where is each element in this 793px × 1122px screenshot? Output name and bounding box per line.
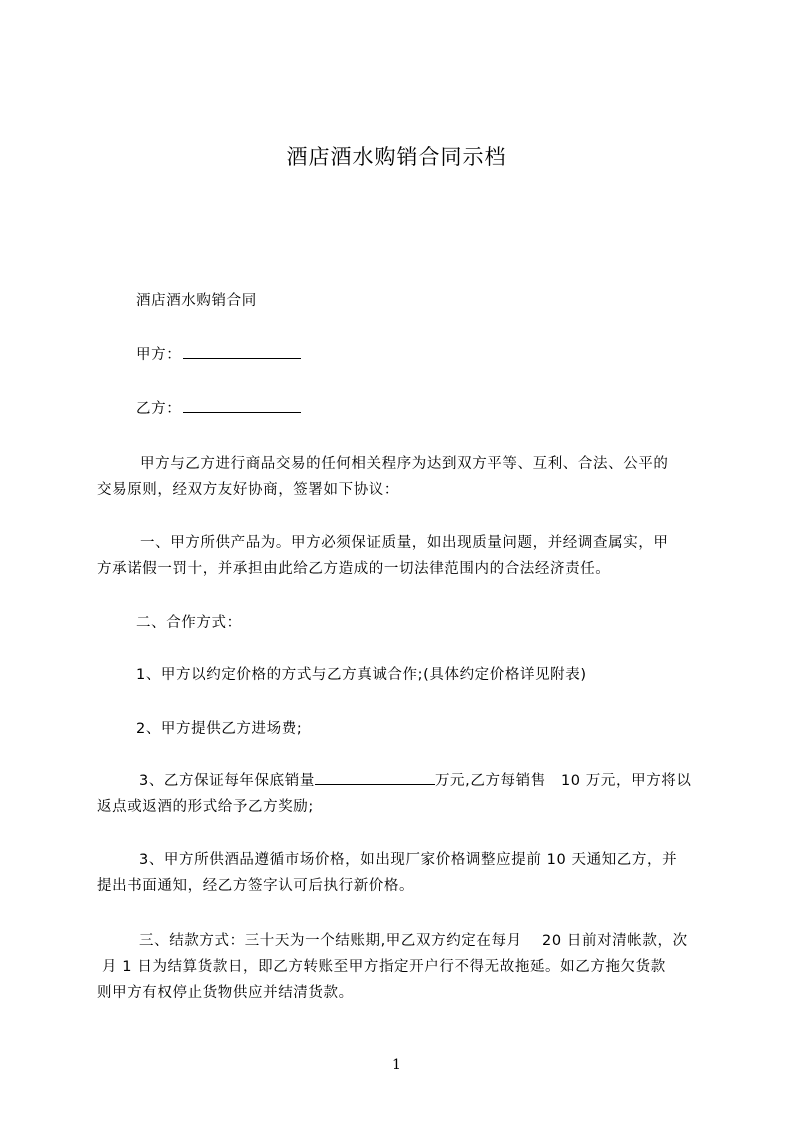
clause-1-line-2: 方承诺假一罚十，并承担由此给乙方造成的一切法律范围内的合法经济责任。 bbox=[97, 561, 611, 577]
clause-2-item-4-line-1: 3、甲方所供酒品遵循市场价格，如出现厂家价格调整应提前 10 天通知乙方，并 bbox=[139, 852, 678, 868]
party-a-field bbox=[136, 342, 744, 368]
intro-line-2: 交易原则，经双方友好协商，签署如下协议： bbox=[97, 482, 399, 498]
clause-2-item-4 bbox=[97, 847, 705, 899]
intro-line-1: 甲方与乙方进行商品交易的任何相关程序为达到双方平等、互利、合法、公平的 bbox=[140, 456, 669, 472]
clause-2-item-2: 2、甲方提供乙方进场费; bbox=[136, 721, 303, 737]
clause-1-line-1: 一、甲方所供产品为。甲方必须保证质量，如出现质量问题，并经调查属实，甲 bbox=[140, 535, 669, 551]
document-title: 酒店酒水购销合同示档 bbox=[286, 145, 507, 169]
clause-3 bbox=[97, 928, 705, 1006]
clause-2-item-3-line-1 bbox=[97, 768, 705, 794]
clause-1 bbox=[97, 530, 705, 582]
contract-heading: 酒店酒水购销合同 bbox=[136, 293, 257, 309]
clause-2-item-3-part-1: 3、乙方保证每年保底销量 bbox=[139, 773, 315, 789]
page-number: 1 bbox=[392, 1057, 401, 1073]
clause-3-line-2: 月 1 日为结算货款日，即乙方转账至甲方指定开户行不得无故拖延。如乙方拖欠货款 bbox=[102, 959, 666, 975]
party-b-blank bbox=[183, 398, 301, 413]
party-b-label: 乙方： bbox=[136, 401, 182, 417]
clause-2-item-3-part-2: 万元,乙方每销售 10 万元，甲方将以 bbox=[434, 773, 692, 789]
clause-3-line-3: 则甲方有权停止货物供应并结清货款。 bbox=[97, 985, 354, 1001]
clause-2-item-3-line-2: 返点或返酒的形式给予乙方奖励; bbox=[97, 799, 314, 815]
clause-2-item-4-line-2: 提出书面通知，经乙方签字认可后执行新价格。 bbox=[97, 878, 415, 894]
minimum-sales-blank bbox=[315, 770, 435, 785]
clause-2-heading: 二、合作方式： bbox=[136, 615, 242, 631]
intro-paragraph bbox=[97, 451, 705, 503]
party-a-label: 甲方： bbox=[136, 347, 182, 363]
party-b-field bbox=[136, 396, 744, 422]
clause-2-item-3 bbox=[97, 768, 705, 820]
clause-2-item-1: 1、甲方以约定价格的方式与乙方真诚合作;(具体约定价格详见附表) bbox=[136, 667, 587, 683]
clause-3-line-1: 三、结款方式：三十天为一个结账期,甲乙双方约定在每月 20 日前对清帐款，次 bbox=[139, 933, 688, 949]
party-a-blank bbox=[183, 344, 301, 359]
